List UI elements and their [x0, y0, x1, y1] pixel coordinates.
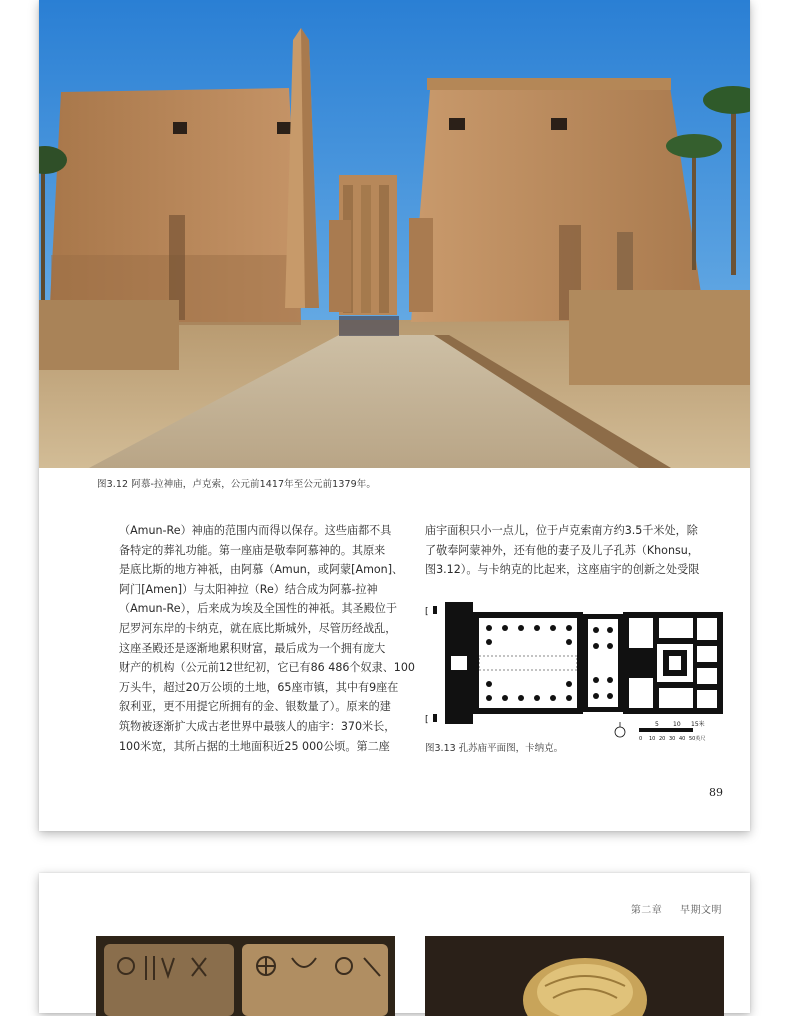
- photo-caption: 图3.12 阿慕-拉神庙，卢克索，公元前1417年至公元前1379年。: [97, 479, 376, 490]
- scale-label: 20: [659, 736, 666, 742]
- text-line: 筑物被逐渐扩大成古老世界中最骇人的庙宇：370米长，: [119, 719, 396, 733]
- scale-label: 0: [639, 736, 643, 742]
- text-line: 尼罗河东岸的卡纳克，就在底比斯城外，尽管历经战乱，: [119, 621, 397, 635]
- luxor-temple-photo: [39, 0, 750, 468]
- text-line: （Amun-Re）神庙的范围内而得以保存。这些庙都不具: [119, 524, 392, 537]
- text-line: 庙宇面积只小一点儿，位于卢克索南方约3.5千米处，除: [425, 524, 698, 537]
- page-number: 89: [709, 786, 723, 799]
- text-line: 备特定的葬礼功能。第一座庙是敬奉阿慕神的。其原来: [119, 543, 386, 557]
- text-line: （Amun-Re），后来成为埃及全国性的神祇。其圣殿位于: [119, 602, 397, 616]
- text-line: 是底比斯的地方神祇，由阿慕（Amun，或阿蒙[Amon]、: [119, 563, 404, 577]
- seal-tablets-photo: [96, 936, 395, 1016]
- book-page-next: [39, 873, 750, 1013]
- text-line: 这座圣殿还是逐渐地累积财富，最后成为一个拥有庞大: [119, 641, 386, 655]
- scale-label: 15米: [691, 721, 705, 728]
- chapter-number: 第二章: [630, 905, 663, 916]
- plan-caption: 图3.13 孔苏庙平面图，卡纳克。: [425, 743, 564, 754]
- text-line: 了敬奉阿蒙神外，还有他的妻子及儿子孔苏（Khonsu，: [425, 543, 699, 557]
- book-page-89: [39, 0, 750, 831]
- text-line: 100米宽，其所占据的土地面积近25 000公顷。第二座: [119, 739, 390, 753]
- golden-artifact-photo: [425, 936, 724, 1016]
- running-head: [617, 901, 722, 916]
- svg-text:[: [: [425, 715, 429, 725]
- khonsu-temple-floor-plan: [423, 600, 729, 730]
- text-line: 图3.12）。与卡纳克的比起来，这座庙宇的创新之处受限: [425, 563, 700, 577]
- chapter-title: 早期文明: [680, 905, 722, 916]
- body-text-right-column: [425, 521, 709, 580]
- text-line: 阿门[Amen]）与太阳神拉（Re）结合成为阿慕-拉神: [119, 582, 378, 596]
- svg-text:[: [: [425, 607, 429, 617]
- text-line: 财产的机构（公元前12世纪初，它已有86 486个奴隶、100: [119, 661, 415, 675]
- scale-bar: [611, 718, 721, 744]
- scale-label: 10: [673, 721, 681, 728]
- scale-label: 30: [669, 736, 676, 742]
- scale-label: 5: [655, 721, 659, 728]
- text-line: 万头牛，超过20万公顷的土地，65座市镇，其中有9座在: [119, 680, 399, 694]
- scale-label: 40: [679, 736, 686, 742]
- scale-label: 10: [649, 736, 656, 742]
- scale-label: 50英尺: [689, 736, 706, 742]
- body-text-left-column: [119, 521, 419, 756]
- text-line: 叙利亚，更不用提它所拥有的金、银数量了）。原来的建: [119, 700, 391, 714]
